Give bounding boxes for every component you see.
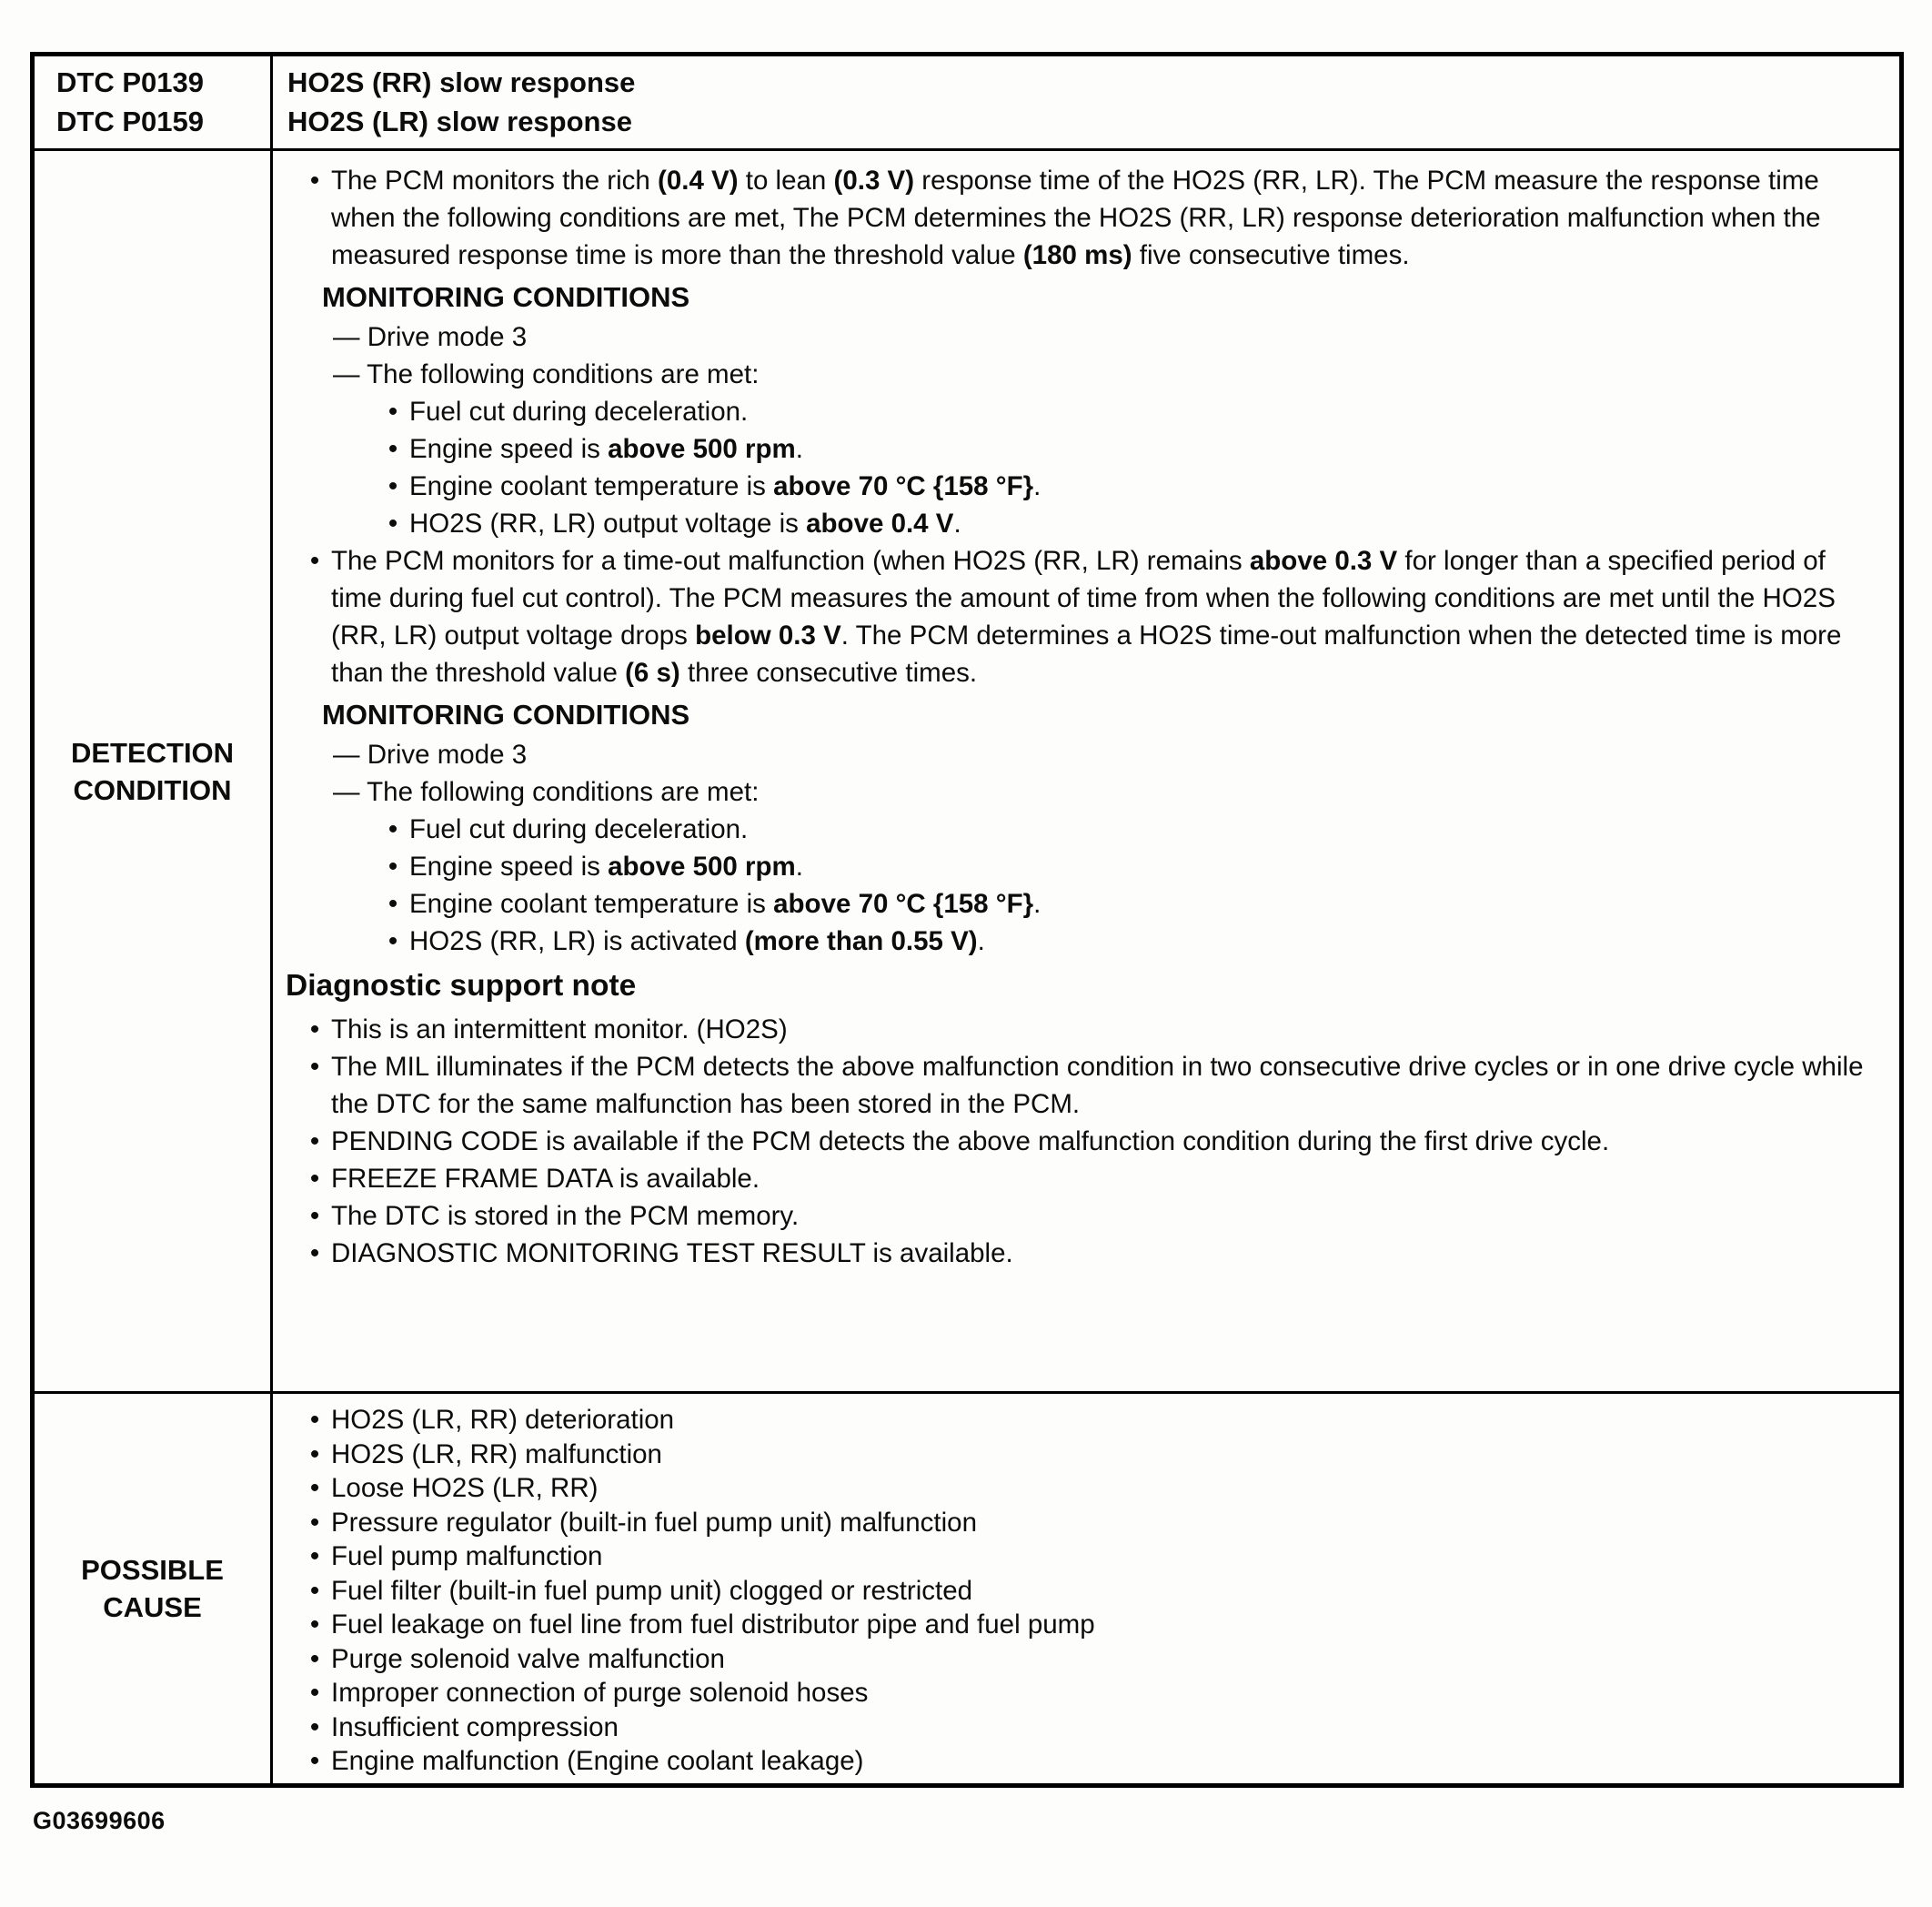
note-bullet-item (298, 1011, 1881, 1048)
bullet-marker: • (309, 1405, 320, 1435)
note-bullet-item (298, 1048, 1881, 1123)
bullet-text (409, 885, 1881, 923)
bullet-marker: • (309, 1643, 320, 1674)
text: HO2S (LR, RR) malfunction (331, 1438, 662, 1469)
cause-item (298, 1642, 1881, 1677)
bold-text: (0.4 V) (658, 166, 739, 196)
bullet-marker: • (309, 1507, 320, 1538)
text: The PCM monitors the rich (331, 166, 659, 196)
cause-item (298, 1710, 1881, 1745)
sub-bullet-item (377, 393, 1881, 430)
cause-item (298, 1676, 1881, 1710)
dtc-desc-cell (273, 56, 1899, 151)
bold-text: (more than 0.55 V) (744, 926, 978, 956)
dtc-code-cell (35, 56, 273, 151)
bullet-marker: • (309, 1238, 320, 1268)
label-line: DETECTION (70, 736, 235, 769)
bullet-text (331, 1574, 1881, 1609)
dash-item: — Drive mode 3 (333, 322, 528, 352)
detection-content (273, 151, 1899, 1394)
text: three consecutive times. (679, 658, 978, 688)
text: The PCM monitors for a time-out malfunction (when HO2S (RR, LR) remains (331, 546, 1250, 576)
bullet-marker: • (387, 509, 398, 539)
bullet-text (409, 393, 1881, 430)
text: to lean (738, 166, 834, 196)
diagnostic-support-note-heading: Diagnostic support note (286, 969, 637, 1003)
text: Fuel filter (built-in fuel pump unit) clogged or restricted (331, 1575, 973, 1606)
bullet-marker: • (309, 1575, 320, 1606)
bold-text: above 500 rpm (608, 434, 796, 464)
text: HO2S (RR, LR) is activated (409, 926, 745, 956)
bold-text: (0.3 V) (833, 166, 915, 196)
bullet-marker: • (309, 1052, 320, 1082)
text: . (1033, 889, 1041, 919)
label-line: CAUSE (103, 1591, 202, 1623)
possible-cause-content (273, 1394, 1899, 1783)
note-bullet-item (298, 1160, 1881, 1197)
bullet-marker: • (309, 1746, 320, 1776)
bullet-text (331, 1403, 1881, 1438)
bullet-marker: • (309, 1438, 320, 1469)
bullet-text (409, 848, 1881, 885)
dtc-desc-line: HO2S (LR) slow response (287, 106, 632, 137)
cause-item (298, 1506, 1881, 1540)
text: . (953, 509, 961, 539)
text: . The PCM determines a HO2S time-out malfunction when the detected time is more than the threshold value (331, 621, 1842, 688)
text: Engine malfunction (Engine coolant leakage) (331, 1746, 864, 1776)
text: The DTC is stored in the PCM memory. (331, 1201, 800, 1231)
bullet-text (331, 1011, 1881, 1048)
bullet-marker: • (309, 1126, 320, 1156)
bullet-text (331, 1642, 1881, 1677)
bullet-marker: • (309, 1711, 320, 1742)
bold-text: above 500 rpm (608, 852, 796, 882)
bullet-text (331, 542, 1881, 691)
bullet-text (331, 1539, 1881, 1574)
note-bullet-item (298, 1123, 1881, 1160)
bullet-marker: • (387, 471, 398, 501)
dtc-table (30, 52, 1904, 1788)
bullet-marker: • (309, 1014, 320, 1044)
bullet-text (331, 1471, 1881, 1506)
bullet-text (331, 1744, 1881, 1779)
text: Fuel leakage on fuel line from fuel distributor pipe and fuel pump (331, 1609, 1095, 1640)
text: Engine speed is (409, 434, 609, 464)
text: Insufficient compression (331, 1711, 619, 1742)
text: . (1033, 471, 1041, 501)
text: HO2S (RR, LR) output voltage is (409, 509, 807, 539)
bullet-text (331, 1197, 1881, 1235)
text: Fuel pump malfunction (331, 1541, 603, 1571)
sub-bullet-item (377, 505, 1881, 542)
text: Improper connection of purge solenoid hoses (331, 1678, 869, 1708)
figure-id-label: G03699606 (33, 1807, 166, 1834)
text: Purge solenoid valve malfunction (331, 1643, 725, 1674)
sub-bullet-item (377, 885, 1881, 923)
bullet-item (298, 542, 1881, 691)
text: . (977, 926, 985, 956)
sub-bullet-item (377, 430, 1881, 468)
bullet-marker: • (309, 546, 320, 576)
bold-text: above 0.4 V (806, 509, 954, 539)
bold-text: (6 s) (625, 658, 680, 688)
cause-item (298, 1471, 1881, 1506)
text: . (795, 852, 803, 882)
bullet-marker: • (309, 1164, 320, 1194)
text: Fuel cut during deceleration. (409, 814, 749, 844)
cause-item (298, 1539, 1881, 1574)
text: Engine coolant temperature is (409, 471, 774, 501)
bullet-text (331, 1438, 1881, 1472)
text: for longer than a specified period of time during fuel cut control). The PCM measures the amount of time from when the following conditions are met until the HO2S (RR, LR) output voltage drops (331, 546, 1836, 651)
text: Pressure regulator (built-in fuel pump unit) malfunction (331, 1507, 977, 1538)
bullet-marker: • (387, 434, 398, 464)
label-line: CONDITION (73, 773, 232, 806)
dtc-code-line: DTC P0159 (56, 106, 204, 137)
text: five consecutive times. (1132, 240, 1410, 270)
bullet-marker: • (309, 166, 320, 196)
cause-item (298, 1403, 1881, 1438)
bullet-marker: • (387, 889, 398, 919)
text: HO2S (LR, RR) deterioration (331, 1405, 675, 1435)
cause-item (298, 1438, 1881, 1472)
bullet-marker: • (387, 852, 398, 882)
monitoring-conditions-heading: MONITORING CONDITIONS (322, 699, 690, 731)
cause-item (298, 1574, 1881, 1609)
text: Loose HO2S (LR, RR) (331, 1473, 599, 1503)
text: response time of the HO2S (RR, LR). The PCM measure the response time when the following conditions are met, The PCM determines the HO2S (RR, LR) response deterioration malfunction when the measured response time is more than the threshold value (331, 166, 1821, 270)
bullet-text (331, 1235, 1881, 1272)
bullet-marker: • (309, 1609, 320, 1640)
cause-item (298, 1608, 1881, 1642)
bold-text: below 0.3 V (695, 621, 841, 651)
bold-text: above 70 °C {158 °F} (773, 889, 1034, 919)
bold-text: above 70 °C {158 °F} (773, 471, 1034, 501)
bullet-marker: • (309, 1201, 320, 1231)
bold-text: (180 ms) (1022, 240, 1132, 270)
bullet-text (331, 1710, 1881, 1745)
bullet-marker: • (387, 926, 398, 956)
text: Engine speed is (409, 852, 609, 882)
sub-bullet-item (377, 811, 1881, 848)
monitoring-conditions-heading: MONITORING CONDITIONS (322, 281, 690, 313)
bullet-text (331, 162, 1881, 274)
bullet-item (298, 162, 1881, 274)
bullet-text (331, 1608, 1881, 1642)
bullet-text (409, 430, 1881, 468)
dash-item: — The following conditions are met: (333, 359, 760, 389)
dtc-code-line: DTC P0139 (56, 66, 204, 98)
text: DIAGNOSTIC MONITORING TEST RESULT is available. (331, 1238, 1013, 1268)
label-line: POSSIBLE (81, 1554, 224, 1586)
text: This is an intermittent monitor. (HO2S) (331, 1014, 788, 1044)
bullet-text (331, 1676, 1881, 1710)
text: The MIL illuminates if the PCM detects the above malfunction condition in two consecutive drive cycles or in one drive cycle while the DTC for the same malfunction has been stored in the PCM. (331, 1052, 1864, 1119)
bullet-text (409, 923, 1881, 960)
bullet-marker: • (309, 1473, 320, 1503)
bullet-text (331, 1123, 1881, 1160)
note-bullet-item (298, 1235, 1881, 1272)
bullet-text (409, 811, 1881, 848)
note-bullet-item (298, 1197, 1881, 1235)
bullet-text (409, 505, 1881, 542)
sub-bullet-item (377, 923, 1881, 960)
possible-cause-label (35, 1394, 273, 1783)
bullet-text (331, 1160, 1881, 1197)
dtc-desc-line: HO2S (RR) slow response (287, 66, 636, 98)
bullet-marker: • (387, 397, 398, 427)
detection-condition-label (35, 151, 273, 1394)
text: Engine coolant temperature is (409, 889, 774, 919)
bullet-text (331, 1506, 1881, 1540)
text: Fuel cut during deceleration. (409, 397, 749, 427)
bullet-marker: • (309, 1678, 320, 1708)
bold-text: above 0.3 V (1249, 546, 1398, 576)
dash-item: — Drive mode 3 (333, 740, 528, 770)
text: PENDING CODE is available if the PCM detects the above malfunction condition during the first drive cycle. (331, 1126, 1610, 1156)
bullet-text (331, 1048, 1881, 1123)
text: FREEZE FRAME DATA is available. (331, 1164, 760, 1194)
cause-item (298, 1744, 1881, 1779)
sub-bullet-item (377, 848, 1881, 885)
sub-bullet-item (377, 468, 1881, 505)
bullet-marker: • (309, 1541, 320, 1571)
text: . (795, 434, 803, 464)
bullet-text (409, 468, 1881, 505)
bullet-marker: • (387, 814, 398, 844)
dash-item: — The following conditions are met: (333, 777, 760, 807)
